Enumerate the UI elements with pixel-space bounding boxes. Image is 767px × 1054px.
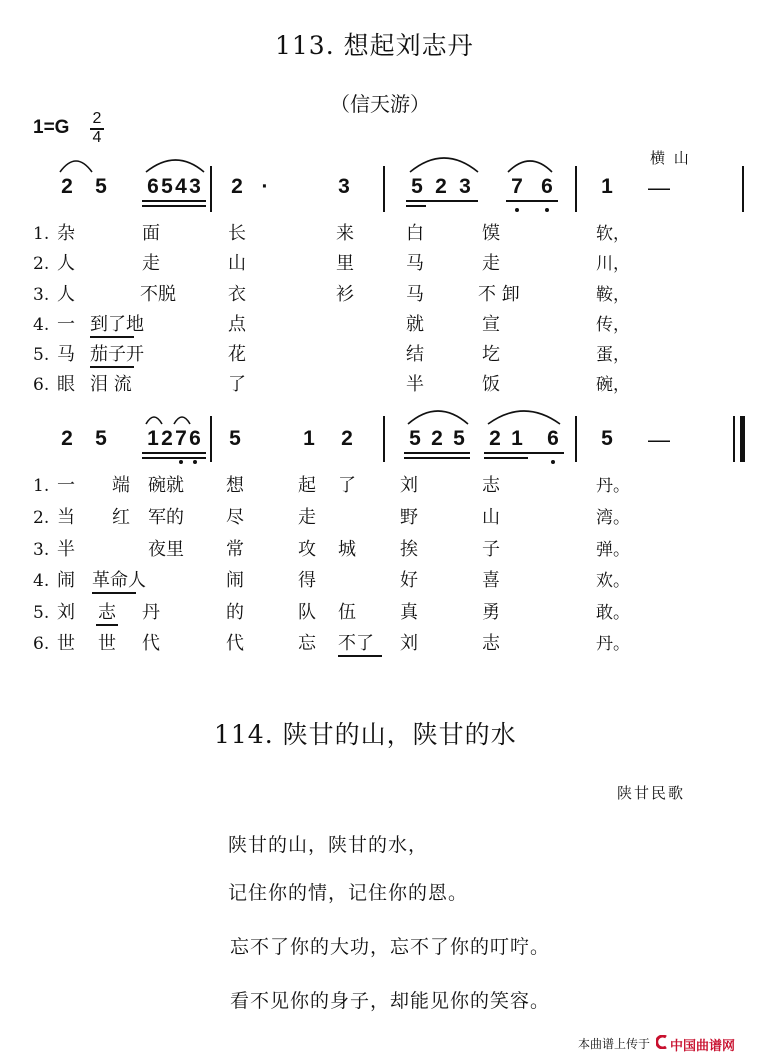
lyric: 了 xyxy=(228,374,246,395)
lyric: 好 xyxy=(400,570,418,591)
note: 5 xyxy=(161,175,173,198)
lyric: 点 xyxy=(228,314,246,335)
lyric: 结 xyxy=(406,344,424,365)
note: 2 xyxy=(161,427,173,450)
lyric: 勇 xyxy=(482,602,500,623)
verse-number: 1. xyxy=(33,224,50,244)
song-title: 113. 想起刘志丹 xyxy=(275,31,474,60)
lyric: 到了地 xyxy=(90,314,144,335)
lyric: 走 xyxy=(142,253,160,274)
lyric: 蛋， xyxy=(596,345,630,365)
note: 4 xyxy=(175,175,187,198)
slur xyxy=(174,417,190,424)
lyric: 志 xyxy=(98,602,116,623)
lyric: 代 xyxy=(226,633,244,654)
time-signature-denominator: 4 xyxy=(92,129,102,146)
lyric: 真 xyxy=(400,602,418,623)
lyric: 半 xyxy=(406,374,424,395)
note: 2 xyxy=(61,175,73,198)
note: 5 xyxy=(411,175,423,198)
lyric: 的 xyxy=(226,602,244,623)
lyric: 圪 xyxy=(482,344,500,365)
lyric: 马 xyxy=(406,253,424,274)
lyric: 闹 xyxy=(226,570,244,591)
note: 2 xyxy=(231,175,243,198)
verse-number: 2. xyxy=(33,254,50,274)
lyric: 里 xyxy=(336,253,354,274)
slur xyxy=(410,158,478,172)
verse-number: 3. xyxy=(33,540,50,560)
note: 2 xyxy=(61,427,73,450)
lyric: 山 xyxy=(482,507,500,528)
lyric: 想 xyxy=(226,475,244,496)
lyric: 川， xyxy=(596,254,630,274)
lyric: 夜里 xyxy=(148,539,184,560)
note: 5 xyxy=(453,427,465,450)
lyric: 志 xyxy=(482,633,500,654)
sustain-dash: — xyxy=(648,175,670,200)
site-logo-icon xyxy=(656,1034,668,1048)
lyric: 一 xyxy=(57,475,75,496)
lyric: 革命人 xyxy=(92,570,146,591)
note: 5 xyxy=(95,175,107,198)
lyric: 尽 xyxy=(226,507,244,528)
lyric: 世 xyxy=(57,633,75,654)
note: 3 xyxy=(189,175,201,198)
lyric: 饭 xyxy=(482,374,500,395)
key-signature: 1=G xyxy=(33,117,70,138)
lyric: 起 xyxy=(298,475,316,496)
lyric: 刘 xyxy=(57,602,75,623)
note: 5 xyxy=(229,427,241,450)
lyric: 丹。 xyxy=(596,476,630,496)
verse-number: 3. xyxy=(33,285,50,305)
lyric: 宣 xyxy=(482,314,500,335)
note: 6 xyxy=(541,175,553,198)
lyric: 人 xyxy=(57,253,75,274)
lyric: 面 xyxy=(142,223,160,244)
lyric: 不 卸 xyxy=(478,284,520,305)
lyric: 衣 xyxy=(228,284,246,305)
lyric: 花 xyxy=(228,344,246,365)
lyric: 不了 xyxy=(338,633,374,654)
lyric: 湾。 xyxy=(596,508,630,528)
verse-number: 5. xyxy=(33,603,50,623)
lyric: 就 xyxy=(406,314,424,335)
lyric: 攻 xyxy=(298,539,316,560)
lyric: 泪 流 xyxy=(90,374,132,395)
note: 7 xyxy=(511,175,523,198)
lyric: 刘 xyxy=(400,475,418,496)
note: 2 xyxy=(341,427,353,450)
lyric: 军的 xyxy=(148,507,184,528)
verse-number: 6. xyxy=(33,634,50,654)
slur xyxy=(488,411,560,424)
lyric: 志 xyxy=(482,475,500,496)
lyric: 碗， xyxy=(596,375,630,395)
lyric: 欢。 xyxy=(596,571,630,591)
lyric: 城 xyxy=(338,539,356,560)
song-credit: 陕甘民歌 xyxy=(617,784,686,802)
note: 7 xyxy=(175,427,187,450)
lyric: 杂 xyxy=(57,223,75,244)
note: 1 xyxy=(303,427,315,450)
lyric: 人 xyxy=(57,284,75,305)
lyric: 白 xyxy=(406,223,424,244)
lyric: 得 xyxy=(298,570,316,591)
note: 6 xyxy=(147,175,159,198)
slur xyxy=(146,160,204,172)
verse-number: 1. xyxy=(33,476,50,496)
note: 3 xyxy=(459,175,471,198)
note: 6 xyxy=(189,427,201,450)
lyric: 走 xyxy=(298,507,316,528)
lyric: 软， xyxy=(596,224,630,244)
lyric: 子 xyxy=(482,539,500,560)
slur xyxy=(508,161,552,172)
verse-number: 4. xyxy=(33,571,50,591)
poem-line: 陕甘的山，陕甘的水， xyxy=(228,834,429,856)
site-logo-text[interactable]: 中国曲谱网 xyxy=(670,1038,736,1053)
verse-number: 5. xyxy=(33,345,50,365)
lyric: 长 xyxy=(228,223,246,244)
poem-line: 记住你的情，记住你的恩。 xyxy=(228,882,469,904)
lyric: 丹 xyxy=(142,602,160,623)
lyric: 走 xyxy=(482,253,500,274)
lyric: 不脱 xyxy=(140,284,176,305)
verse-number: 4. xyxy=(33,315,50,335)
lyric: 红 xyxy=(112,507,130,528)
lyric: 常 xyxy=(226,539,244,560)
time-signature-numerator: 2 xyxy=(92,110,102,127)
note: 1 xyxy=(147,427,159,450)
song-title-2: 114. 陕甘的山，陕甘的水 xyxy=(214,720,517,749)
lyric: 马 xyxy=(406,284,424,305)
lyric: 当 xyxy=(57,507,75,528)
lyric: 来 xyxy=(336,223,354,244)
poem-line: 忘不了你的大功，忘不了你的叮咛。 xyxy=(230,936,551,958)
lyric: 端 xyxy=(112,475,130,496)
lyric: 碗就 xyxy=(148,475,184,496)
lyric: 丹。 xyxy=(596,634,630,654)
note: 2 xyxy=(435,175,447,198)
note: 6 xyxy=(547,427,559,450)
lyric: 敢。 xyxy=(596,603,630,623)
note: 2 xyxy=(489,427,501,450)
lyric: 代 xyxy=(142,633,160,654)
lyric: 刘 xyxy=(400,633,418,654)
lyric: 半 xyxy=(57,539,75,560)
lyric: 鞍， xyxy=(596,285,630,305)
note: 1 xyxy=(511,427,523,450)
note: 3 xyxy=(338,175,350,198)
lyric: 世 xyxy=(98,633,116,654)
poem-line: 看不见你的身子，却能见你的笑容。 xyxy=(230,990,551,1012)
slur xyxy=(408,411,468,424)
verse-number: 6. xyxy=(33,375,50,395)
lyric: 忘 xyxy=(298,633,316,654)
verse-number: 2. xyxy=(33,508,50,528)
note: 1 xyxy=(601,175,613,198)
lyric: 闹 xyxy=(57,570,75,591)
note: 5 xyxy=(409,427,421,450)
note: 5 xyxy=(95,427,107,450)
lyric: 传， xyxy=(596,315,630,335)
slur xyxy=(146,417,162,424)
lyric: 山 xyxy=(228,253,246,274)
song-subtitle: （信天游） xyxy=(330,92,430,116)
lyric: 馍 xyxy=(482,223,500,244)
lyric: 弹。 xyxy=(596,540,630,560)
note: 5 xyxy=(601,427,613,450)
sustain-dash: — xyxy=(648,427,670,452)
slur xyxy=(60,161,92,172)
lyric: 伍 xyxy=(338,602,356,623)
lyric: 眼 xyxy=(57,374,75,395)
note: 2 xyxy=(431,427,443,450)
lyric: 马 xyxy=(57,344,75,365)
lyric: 野 xyxy=(400,507,418,528)
augmentation-dot: · xyxy=(261,175,269,198)
lyric: 喜 xyxy=(482,570,500,591)
lyric: 衫 xyxy=(336,284,354,305)
lyric: 了 xyxy=(338,475,356,496)
region-credit: 横 山 xyxy=(650,149,691,167)
lyric: 队 xyxy=(298,602,316,623)
lyric: 一 xyxy=(57,314,75,335)
upload-note: 本曲谱上传于 xyxy=(578,1037,651,1051)
lyric: 挨 xyxy=(400,539,418,560)
lyric: 茄子开 xyxy=(90,344,144,365)
